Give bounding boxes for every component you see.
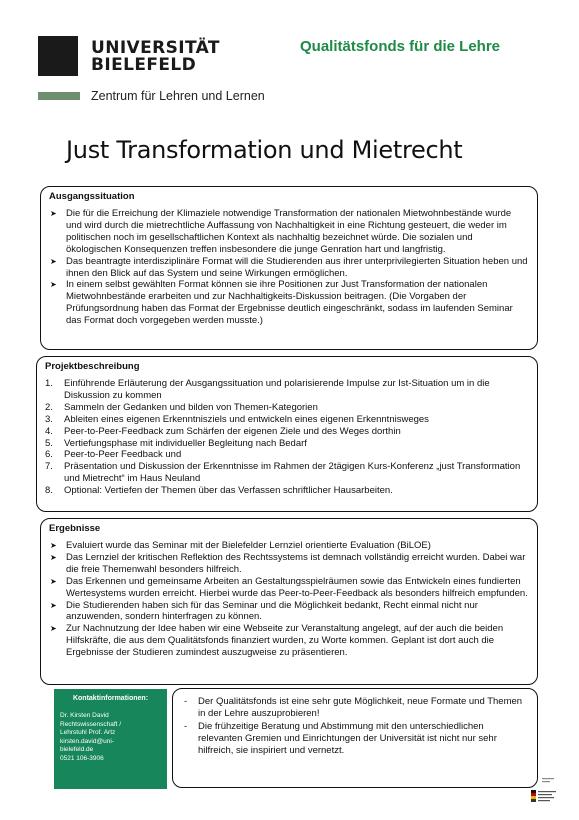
contact-department: Rechtswissenschaft /: [60, 720, 122, 728]
contact-phone: 0521 106-3906: [60, 754, 104, 762]
list-item: [49, 576, 529, 600]
list-item: [181, 721, 529, 757]
list-item: [45, 485, 529, 497]
list-item: [45, 378, 529, 402]
list-item: [49, 256, 529, 280]
project-box: [36, 356, 538, 512]
university-name-line-1: UNIVERSITÄT: [91, 38, 220, 58]
arrow-bullet-icon: ➤: [50, 576, 57, 586]
contact-email-line-2: bielefeld.de: [60, 746, 94, 754]
item-number: 5.: [45, 437, 53, 449]
list-item: [49, 279, 529, 327]
list-item-text: Präsentation und Diskussion der Erkenntnisse im Rahmen der 2tägigen Kurs-Konferenz „just Transformation und Mietrecht“ im Haus Neuland: [64, 461, 521, 485]
arrow-bullet-icon: ➤: [50, 256, 57, 266]
list-item-text: Einführende Erläuterung der Ausgangssituation und polarisierende Impulse zur Ist-Situation um in die Diskussion zu kommen: [64, 378, 490, 401]
fund-title: Qualitätsfonds für die Lehre: [300, 38, 501, 55]
contact-details: [60, 712, 161, 764]
list-item-text: In einem selbst gewählten Format können sie ihre Positionen zur Just Transformation der nationalen Mietwohnbestände erarbeiten und zur Nachhaltigkeits-Diskussion beitragen. (Die Vorgaben der Prüfungsordnung haben das Format der Ergebnisse deutlich eingeschränkt, sodass im laufenden Seminar das Format doch vorgegeben werden musste.): [66, 279, 513, 327]
university-logo-name: [91, 40, 220, 74]
contact-email-line-1: kirsten.david@uni-: [60, 737, 114, 745]
list-item-text: Vertiefungsphase mit individueller Begleitung nach Bedarf: [64, 437, 307, 449]
item-number: 2.: [45, 401, 53, 413]
situation-heading: Ausgangssituation: [49, 191, 135, 202]
list-item-text: Sammeln der Gedanken und bilden von Themen-Kategorien: [64, 401, 318, 413]
list-item: [49, 623, 529, 659]
dash-bullet-icon: -: [184, 720, 188, 732]
list-item-text: Das Lernziel der kritischen Reflektion des Rechtssystems ist demnach vollständig erreicht wurden. Dabei war die freie Themenwahl besonders hilfreich.: [66, 551, 526, 575]
list-item-text: Die für die Erreichung der Klimaziele notwendige Transformation der nationalen Mietwohnbestände wurde und wird durch die mietrechtliche Auffassung von Nachhaltigkeit in eine Richtung gesteuert, die weder im politischen noch im gesellschaftlichen Kontext als nachhaltig bezeichnet würde. Die sozialen und ökologischen Konsequenzen treffen insbesondere die junge Genration hart und langfristig.: [66, 208, 512, 255]
list-item-text: Die Studierenden haben sich für das Seminar und die Möglichkeit bedankt, Recht einmal nicht nur anzuwenden, sondern hinterfragen zu können.: [66, 599, 478, 623]
arrow-bullet-icon: ➤: [50, 541, 57, 550]
list-item: [49, 540, 529, 552]
list-item: [49, 552, 529, 576]
list-item: [45, 426, 529, 438]
list-item-text: Der Qualitätsfonds ist eine sehr gute Möglichkeit, neue Formate und Themen in der Lehre auszuprobieren!: [198, 696, 523, 719]
contact-chair: Lehrstuhl Prof. Artz: [60, 729, 116, 737]
list-item: [45, 402, 529, 414]
contact-heading: Kontaktinformationen:: [72, 695, 149, 702]
list-item-text: Das beantragte interdisziplinäre Format will die Studierenden aus ihrer unterprivilegierten Situation heben und ihnen den Blick auf das System und seine Wirkungen ermöglichen.: [66, 255, 528, 279]
university-name-line-2: BIELEFELD: [91, 55, 197, 75]
list-item: [45, 414, 529, 426]
dash-bullet-icon: -: [184, 696, 188, 707]
item-number: 4.: [45, 425, 53, 437]
list-item: [49, 600, 529, 624]
results-heading: Ergebnisse: [49, 523, 101, 534]
list-item-text: Peer-to-Peer Feedback und: [64, 449, 182, 461]
federal-eagle-icon: [528, 776, 570, 814]
center-name: Zentrum für Lehren und Lernen: [91, 89, 265, 103]
contact-name: Dr. Kirsten David: [60, 712, 109, 719]
contact-box: [54, 689, 167, 789]
list-item-text: Das Erkennen und gemeinsame Arbeiten an Gestaltungsspielräumen sowie das Entwickeln eines fundierten Wertesystems wurden erreicht. Hierbei wurde das Peer-to-Peer-Feedback als besonders hilfreich empfunden.: [66, 575, 528, 599]
list-item-text: Die frühzeitige Beratung und Abstimmung mit den unterschiedlichen relevanten Gremien und Einrichtungen der Universität ist nicht nur sehr hilfreich, sie inspiriert und vernetzt.: [198, 720, 497, 756]
project-list: [45, 378, 529, 497]
list-item-text: Ableiten eines eigenen Erkenntnisziels und entwickeln eines eigenen Erkenntnisweges: [64, 413, 429, 425]
situation-box: [40, 186, 538, 350]
list-item-text: Zur Nachnutzung der Idee haben wir eine Webseite zur Veranstaltung angelegt, auf der auch die beiden Hilfskräfte, die aus dem Qualitätsfonds finanziert wurden, zu Worte kommen. Geplant ist dort auch die Ergebnisse der Studieren zumindest auszugweise zu präsentieren.: [66, 623, 504, 659]
arrow-bullet-icon: ➤: [50, 624, 57, 634]
item-number: 3.: [45, 413, 53, 425]
list-item: [45, 449, 529, 461]
list-item-text: Optional: Vertiefen der Themen über das Verfassen schriftlicher Hausarbeiten.: [64, 485, 393, 497]
list-item: [45, 438, 529, 450]
list-item: [49, 208, 529, 256]
list-item-text: Peer-to-Peer-Feedback zum Schärfen der eigenen Ziele und des Weges dorthin: [64, 425, 401, 437]
arrow-bullet-icon: ➤: [50, 280, 57, 290]
page-title: Just Transformation und Mietrecht: [66, 136, 463, 164]
item-number: 8.: [45, 485, 53, 497]
list-item-text: Evaluiert wurde das Seminar mit der Bielefelder Lernziel orientierte Evaluation (BiLOE): [66, 540, 431, 551]
item-number: 7.: [45, 461, 53, 473]
feedback-list: [181, 696, 529, 757]
project-heading: Projektbeschreibung: [45, 361, 140, 372]
sponsor-logo: [528, 776, 570, 814]
arrow-bullet-icon: ➤: [50, 600, 57, 610]
center-logo-bar: [38, 92, 80, 100]
university-logo-mark: [38, 36, 78, 76]
situation-list: [49, 208, 529, 327]
results-list: [49, 540, 529, 659]
item-number: 6.: [45, 449, 53, 461]
list-item: [45, 461, 529, 485]
arrow-bullet-icon: ➤: [50, 552, 57, 562]
arrow-bullet-icon: ➤: [50, 209, 57, 218]
feedback-box: [172, 688, 538, 788]
results-box: [40, 518, 538, 685]
item-number: 1.: [45, 378, 53, 389]
list-item: [181, 696, 529, 720]
